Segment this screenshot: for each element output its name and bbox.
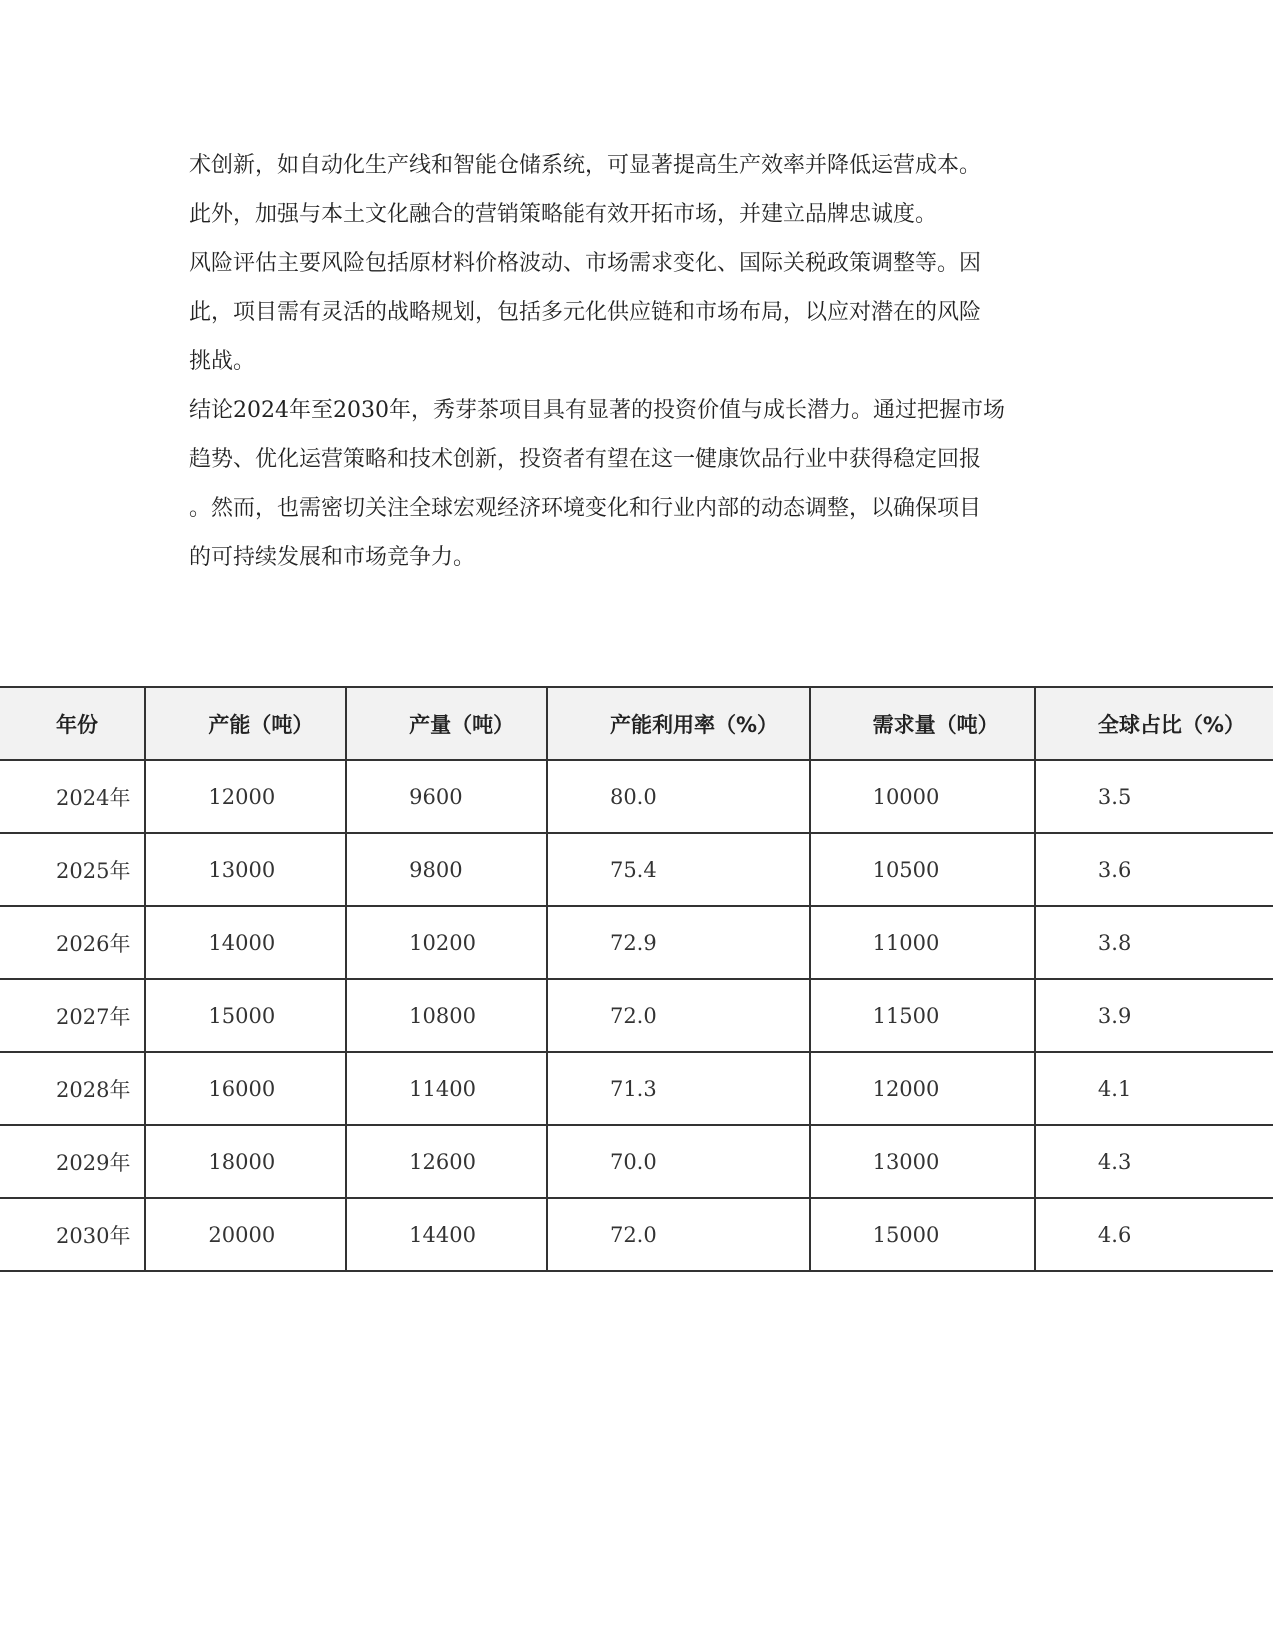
cell-demand: 11000 [810,906,1035,979]
table-row [0,906,1273,979]
cell-capacity: 20000 [145,1198,346,1271]
cell-capacity: 15000 [145,979,346,1052]
header-global-share: 全球占比（%） [1035,687,1273,760]
header-demand: 需求量（吨） [810,687,1035,760]
text-line: 的可持续发展和市场竞争力。 [189,545,476,570]
body-text [189,148,1109,589]
cell-demand: 12000 [810,1052,1035,1125]
text-line: 风险评估主要风险包括原材料价格波动、市场需求变化、国际关税政策调整等。因 [189,251,982,276]
cell-utilization: 75.4 [547,833,810,906]
cell-year: 2030年 [0,1198,145,1271]
cell-demand: 11500 [810,979,1035,1052]
cell-demand: 13000 [810,1125,1035,1198]
cell-utilization: 80.0 [547,760,810,833]
cell-capacity: 18000 [145,1125,346,1198]
text-line: 术创新，如自动化生产线和智能仓储系统，可显著提高生产效率并降低运营成本。 [189,153,982,178]
cell-output: 12600 [346,1125,547,1198]
text-line: 挑战。 [189,349,256,374]
cell-output: 10800 [346,979,547,1052]
text-line: 此外，加强与本土文化融合的营销策略能有效开拓市场，并建立品牌忠诚度。 [189,202,938,227]
cell-year: 2027年 [0,979,145,1052]
cell-capacity: 14000 [145,906,346,979]
cell-utilization: 71.3 [547,1052,810,1125]
cell-year: 2029年 [0,1125,145,1198]
cell-year: 2024年 [0,760,145,833]
text-line: 。然而，也需密切关注全球宏观经济环境变化和行业内部的动态调整，以确保项目 [189,496,982,521]
cell-capacity: 13000 [145,833,346,906]
table-row [0,1198,1273,1271]
cell-output: 11400 [346,1052,547,1125]
text-line: 此，项目需有灵活的战略规划，包括多元化供应链和市场布局，以应对潜在的风险 [189,300,982,325]
cell-global-share: 3.8 [1035,906,1273,979]
cell-global-share: 4.1 [1035,1052,1273,1125]
cell-output: 14400 [346,1198,547,1271]
cell-utilization: 70.0 [547,1125,810,1198]
cell-demand: 10000 [810,760,1035,833]
cell-global-share: 3.9 [1035,979,1273,1052]
cell-year: 2026年 [0,906,145,979]
cell-global-share: 3.6 [1035,833,1273,906]
cell-year: 2028年 [0,1052,145,1125]
cell-global-share: 4.6 [1035,1198,1273,1271]
header-year: 年份 [0,687,145,760]
header-output: 产量（吨） [346,687,547,760]
cell-utilization: 72.9 [547,906,810,979]
cell-global-share: 4.3 [1035,1125,1273,1198]
cell-output: 9800 [346,833,547,906]
cell-capacity: 12000 [145,760,346,833]
table-row [0,1052,1273,1125]
cell-output: 10200 [346,906,547,979]
cell-global-share: 3.5 [1035,760,1273,833]
header-utilization: 产能利用率（%） [547,687,810,760]
cell-capacity: 16000 [145,1052,346,1125]
table-row [0,760,1273,833]
table-row [0,979,1273,1052]
table-row [0,833,1273,906]
text-line: 趋势、优化运营策略和技术创新，投资者有望在这一健康饮品行业中获得稳定回报 [189,447,982,472]
table-row [0,1125,1273,1198]
text-line: 结论2024年至2030年，秀芽茶项目具有显著的投资价值与成长潜力。通过把握市场 [189,398,1005,423]
cell-demand: 15000 [810,1198,1035,1271]
cell-year: 2025年 [0,833,145,906]
cell-utilization: 72.0 [547,979,810,1052]
table-header-row [0,687,1273,760]
cell-demand: 10500 [810,833,1035,906]
cell-utilization: 72.0 [547,1198,810,1271]
header-capacity: 产能（吨） [145,687,346,760]
cell-output: 9600 [346,760,547,833]
capacity-table [0,686,1273,1272]
